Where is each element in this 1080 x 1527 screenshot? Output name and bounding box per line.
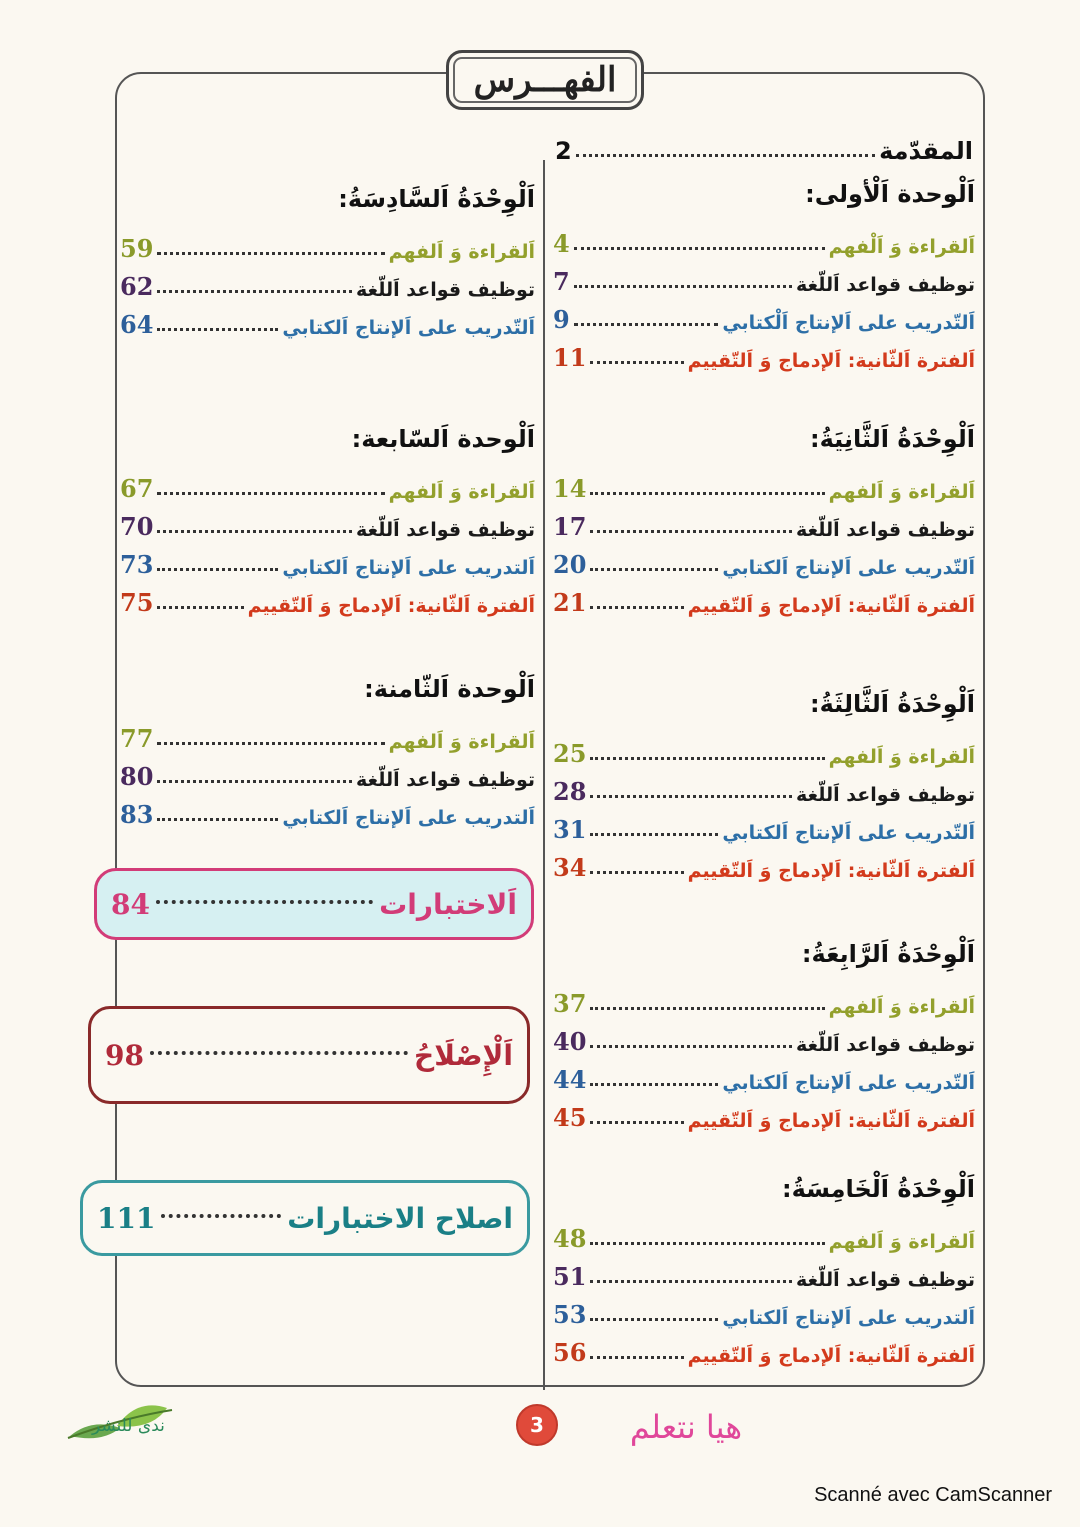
intro-label: المقدّمة	[879, 137, 973, 165]
toc-entry	[553, 334, 975, 372]
entry-label: توظيف قواعد اَللّغة	[795, 1034, 975, 1056]
entry-label: اَلقراءة وَ اَلفهم	[828, 996, 975, 1018]
scanner-watermark: Scanné avec CamScanner	[814, 1484, 1052, 1506]
toc-entry	[553, 258, 975, 296]
entry-page: 7	[553, 267, 570, 296]
entry-page: 25	[553, 739, 587, 768]
leader-dots	[590, 1318, 718, 1321]
leader-dots	[590, 1007, 824, 1010]
toc-unit	[553, 180, 975, 372]
entry-label: توظيف قواعد اَللّغة	[795, 519, 975, 541]
unit-heading: اَلْوِحْدَةُ اَلثَّالِثَةُ:	[810, 690, 975, 718]
entry-label: توظيف قواعد اَللّغة	[795, 784, 975, 806]
leader-dots	[157, 818, 278, 821]
entry-label: اَلتدريب على اَلإنتاج اَلكتابي	[282, 557, 535, 579]
unit-heading: اَلْوِحْدَةُ اَلسَّادِسَةُ:	[338, 185, 535, 213]
leader-dots	[590, 530, 792, 533]
entry-page: 59	[120, 234, 154, 263]
leader-dots	[590, 492, 824, 495]
toc-entry	[553, 1291, 975, 1329]
leader-dots	[157, 742, 384, 745]
entry-page: 67	[120, 474, 154, 503]
toc-entry	[120, 791, 535, 829]
toc-entry	[120, 465, 535, 503]
leader-dots	[576, 154, 875, 157]
toc-entry	[553, 541, 975, 579]
toc-entry	[120, 301, 535, 339]
toc-entry	[553, 579, 975, 617]
entry-page: 83	[120, 800, 154, 829]
entry-page: 9	[553, 305, 570, 334]
toc-entry	[553, 980, 975, 1018]
page-number-badge	[516, 1404, 558, 1446]
toc-entry	[120, 263, 535, 301]
toc-entry	[120, 753, 535, 791]
toc-entry	[553, 768, 975, 806]
toc-entry	[553, 844, 975, 882]
entry-page: 64	[120, 310, 154, 339]
toc-entry	[553, 220, 975, 258]
toc-unit	[553, 690, 975, 882]
entry-label: اَلقراءة وَ اَلفهم	[828, 746, 975, 768]
entry-page: 73	[120, 550, 154, 579]
entry-label: اَلتّدريب على اَلإنتاج اَلكتابي	[282, 317, 535, 339]
toc-entry	[553, 1018, 975, 1056]
leader-dots	[590, 833, 718, 836]
toc-entry	[553, 730, 975, 768]
toc-entry	[120, 225, 535, 263]
entry-page: 70	[120, 512, 154, 541]
entry-page: 20	[553, 550, 587, 579]
entry-page: 53	[553, 1300, 587, 1329]
toc-entry	[553, 465, 975, 503]
page-title: الفهـــرس	[473, 60, 617, 100]
entry-label: اَلتدريب على اَلإنتاج اَلكتابي	[722, 1307, 975, 1329]
toc-entry	[553, 806, 975, 844]
entry-page: 51	[553, 1262, 587, 1291]
leader-dots	[590, 1280, 792, 1283]
leader-dots	[590, 361, 683, 364]
unit-heading: اَلْوِحْدَةُ اَلْخَامِسَةُ:	[782, 1175, 975, 1203]
entry-label: اَلقراءة وَ اَلفهم	[388, 481, 535, 503]
leader-dots	[590, 1045, 792, 1048]
entry-label: اَلقراءة وَ اَلفهم	[828, 1231, 975, 1253]
entry-page: 45	[553, 1103, 587, 1132]
leader-dots	[590, 1242, 824, 1245]
unit-heading: اَلْوِحْدَةُ اَلثَّانِيَةُ:	[810, 425, 975, 453]
unit-heading: اَلْوحدة اَلثّامنة:	[364, 675, 535, 703]
leader-dots	[590, 568, 718, 571]
special-label: اَلْإِصْلَاحُ	[414, 1038, 513, 1072]
leader-dots	[590, 1083, 718, 1086]
entry-page: 21	[553, 588, 587, 617]
leader-dots	[157, 290, 352, 293]
special-page: 84	[111, 887, 150, 921]
leader-dots	[590, 1356, 683, 1359]
entry-label: اَلتّدريب على اَلإنتاج اَلكتابي	[722, 822, 975, 844]
entry-label: اَلقراءة وَ اَلفهم	[388, 241, 535, 263]
footer-slogan: هيا نتعلم	[629, 1408, 743, 1446]
entry-label: اَلقراءة وَ اَلفهم	[388, 731, 535, 753]
entry-page: 40	[553, 1027, 587, 1056]
entry-label: اَلفترة اَلثّانية: اَلإدماج وَ اَلتّقييم	[687, 595, 975, 617]
entry-label: اَلفترة اَلثّانية: اَلإدماج وَ اَلتّقييم	[687, 1345, 975, 1367]
leader-dots	[161, 1214, 281, 1218]
toc-entry	[553, 1215, 975, 1253]
toc-entry	[120, 503, 535, 541]
toc-entry	[120, 579, 535, 617]
leader-dots	[157, 568, 278, 571]
entry-page: 4	[553, 229, 570, 258]
entry-label: توظيف قواعد اَللّغة	[355, 519, 535, 541]
entry-page: 34	[553, 853, 587, 882]
entry-label: توظيف قواعد اَللّغة	[795, 274, 975, 296]
toc-entry	[553, 1094, 975, 1132]
toc-unit	[120, 185, 535, 339]
entry-label: اَلفترة اَلثّانية: اَلإدماج وَ اَلتّقييم	[687, 1110, 975, 1132]
special-section-box	[80, 1180, 530, 1256]
toc-entry	[553, 1253, 975, 1291]
toc-entry	[120, 541, 535, 579]
toc-entry	[553, 1056, 975, 1094]
entry-label: اَلفترة اَلثّانية: اَلإدماج وَ اَلتّقييم	[247, 595, 535, 617]
leader-dots	[590, 1121, 683, 1124]
entry-label: اَلفترة اَلثّانية: اَلإدماج وَ اَلتّقييم	[687, 860, 975, 882]
entry-page: 31	[553, 815, 587, 844]
special-label: اَلاختبارات	[379, 887, 517, 921]
intro-row	[555, 125, 973, 165]
special-section-box	[94, 868, 534, 940]
entry-label: توظيف قواعد اَللّغة	[355, 769, 535, 791]
entry-page: 14	[553, 474, 587, 503]
entry-label: اَلفترة اَلثّانية: اَلإدماج وَ اَلتّقييم	[687, 350, 975, 372]
publisher-logo	[62, 1388, 212, 1448]
toc-unit	[553, 425, 975, 617]
toc-entry	[553, 1329, 975, 1367]
entry-label: اَلتّدريب على اَلإنتاج اَلكتابي	[722, 557, 975, 579]
entry-page: 56	[553, 1338, 587, 1367]
special-section-box	[88, 1006, 530, 1104]
toc-entry	[553, 296, 975, 334]
entry-page: 37	[553, 989, 587, 1018]
unit-heading: اَلْوحدة اَلْأولى:	[805, 180, 975, 208]
special-page: 98	[105, 1038, 144, 1072]
leader-dots	[157, 606, 243, 609]
toc-entry	[120, 715, 535, 753]
toc-unit	[553, 1175, 975, 1367]
entry-label: اَلتّدريب على اَلإنتاج اَلْكتابي	[722, 312, 975, 334]
leader-dots	[157, 328, 278, 331]
entry-page: 62	[120, 272, 154, 301]
leader-dots	[156, 900, 373, 904]
leader-dots	[157, 530, 352, 533]
leader-dots	[590, 606, 683, 609]
leader-dots	[590, 871, 683, 874]
entry-page: 80	[120, 762, 154, 791]
toc-title-box	[446, 50, 644, 110]
leader-dots	[157, 492, 384, 495]
leader-dots	[157, 780, 352, 783]
entry-label: توظيف قواعد اَللّغة	[795, 1269, 975, 1291]
unit-heading: اَلْوحدة اَلسّابعة:	[351, 425, 535, 453]
toc-unit	[120, 425, 535, 617]
toc-unit	[553, 940, 975, 1132]
unit-heading: اَلْوِحْدَةُ اَلرَّابِعَةُ:	[801, 940, 975, 968]
leader-dots	[590, 757, 824, 760]
leader-dots	[590, 795, 792, 798]
entry-page: 11	[553, 343, 587, 372]
toc-entry	[553, 503, 975, 541]
leader-dots	[574, 323, 719, 326]
toc-unit	[120, 675, 535, 829]
intro-page: 2	[555, 137, 572, 165]
publisher-name: ندى للنشر	[92, 1416, 165, 1436]
leader-dots	[574, 247, 825, 250]
entry-page: 77	[120, 724, 154, 753]
entry-page: 48	[553, 1224, 587, 1253]
entry-page: 75	[120, 588, 154, 617]
column-divider	[543, 160, 545, 1390]
leader-dots	[150, 1051, 408, 1055]
entry-page: 17	[553, 512, 587, 541]
special-page: 111	[97, 1201, 156, 1235]
entry-page: 44	[553, 1065, 587, 1094]
special-label: اصلاح الاختبارات	[287, 1201, 513, 1235]
leader-dots	[574, 285, 792, 288]
page-number: 3	[530, 1413, 544, 1437]
entry-label: اَلقراءة وَ اَلفهم	[828, 481, 975, 503]
entry-label: اَلتّدريب على اَلإنتاج اَلكتابي	[722, 1072, 975, 1094]
entry-label: اَلقراءة وَ اَلْفهم	[828, 236, 975, 258]
entry-label: اَلتدريب على اَلإنتاج اَلكتابي	[282, 807, 535, 829]
entry-page: 28	[553, 777, 587, 806]
leader-dots	[157, 252, 384, 255]
entry-label: توظيف قواعد اَللّغة	[355, 279, 535, 301]
